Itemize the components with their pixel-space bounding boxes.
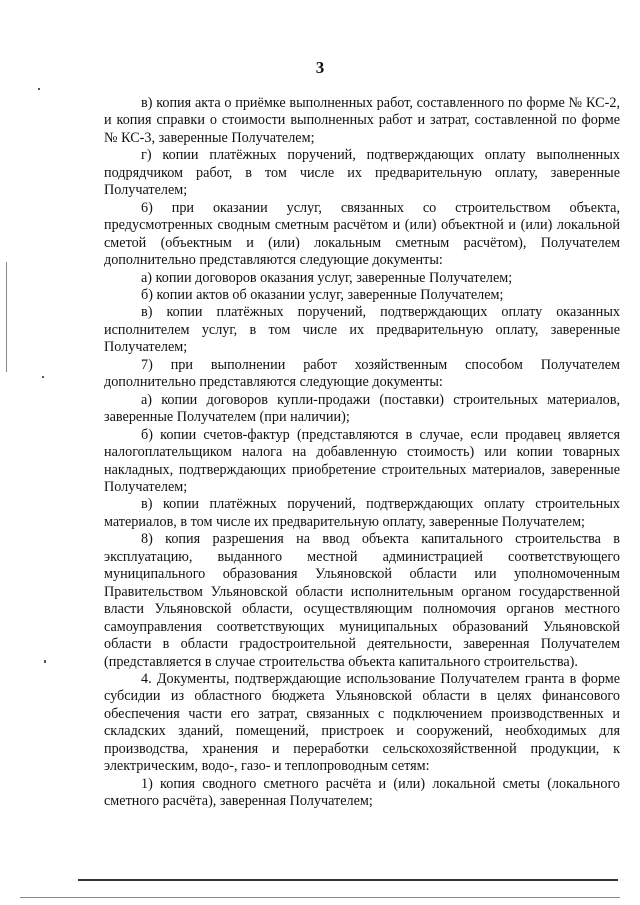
scan-bottom-edge (20, 897, 620, 898)
scan-mark (38, 88, 40, 90)
paragraph: 1) копия сводного сметного расчёта и (или) локальной сметы (локального сметного расчёта), заверенная Получателем; (104, 775, 620, 810)
paragraph: в) копии платёжных поручений, подтверждающих оплату строительных материалов, в том числе их предварительную оплату, заверенные Получателем; (104, 496, 620, 530)
paragraph: г) копии платёжных поручений, подтверждающих оплату выполненных подрядчиком работ, в том числе их предварительную оплату, заверенные Получателем; (104, 147, 620, 199)
paragraph: 7) при выполнении работ хозяйственным способом Получателем дополнительно представляются следующие документы: (104, 356, 620, 391)
scan-margin-line (6, 262, 7, 372)
scan-mark (44, 660, 46, 663)
scan-bottom-edge (78, 879, 618, 881)
page-number: 3 (315, 58, 325, 77)
scan-mark (42, 376, 44, 378)
paragraph: 6) при оказании услуг, связанных со строительством объекта, предусмотренных сводным сметным расчётом и (или) объектной и (или) локальной сметой (объектным и (или) локальным сметным расчётом), Получателем дополнительно представляются следующие документы: (104, 199, 620, 269)
paragraph: б) копии актов об оказании услуг, заверенные Получателем; (141, 286, 504, 303)
paragraph: 8) копия разрешения на ввод объекта капитального строительства в эксплуатацию, выданного местной администрацией соответствующего муниципального образования Ульяновской области или уполномоченным Правительством Ульяновской области исполнительным органом государственной власти Ульяновской области, осуществляющим полномочия органов местного самоуправления соответствующих муниципальных образований Ульяновской области в области градостроительной деятельности, заверенная Получателем (представляется в случае строительства объекта капитального строительства). (104, 531, 620, 670)
document-body (104, 95, 620, 811)
paragraph: в) копии платёжных поручений, подтверждающих оплату оказанных исполнителем услуг, в том числе их предварительную оплату, заверенные Получателем; (104, 304, 620, 356)
paragraph: а) копии договоров оказания услуг, заверенные Получателем; (141, 269, 513, 286)
paragraph: а) копии договоров купли-продажи (поставки) строительных материалов, заверенные Получателем (при наличии); (104, 391, 620, 426)
paragraph: б) копии счетов-фактур (представляются в случае, если продавец является налогоплательщиком налога на добавленную стоимость) или копии товарных накладных, подтверждающих приобретение строительных материалов, заверенные Получателем; (104, 426, 620, 495)
paragraph: в) копия акта о приёмке выполненных работ, составленного по форме № КС-2, и копия справки о стоимости выполненных работ и затрат, составленной по форме № КС-3, заверенные Получателем; (104, 95, 620, 146)
paragraph: 4. Документы, подтверждающие использование Получателем гранта в форме субсидии из областного бюджета Ульяновской области в целях финансового обеспечения части его затрат, связанных с подключением производственных и складских зданий, помещений, пристроек и сооружений, необходимых для производства, хранения и переработки сельскохозяйственной продукции, к электрическим, водо-, газо- и теплопроводным сетям: (104, 670, 620, 775)
